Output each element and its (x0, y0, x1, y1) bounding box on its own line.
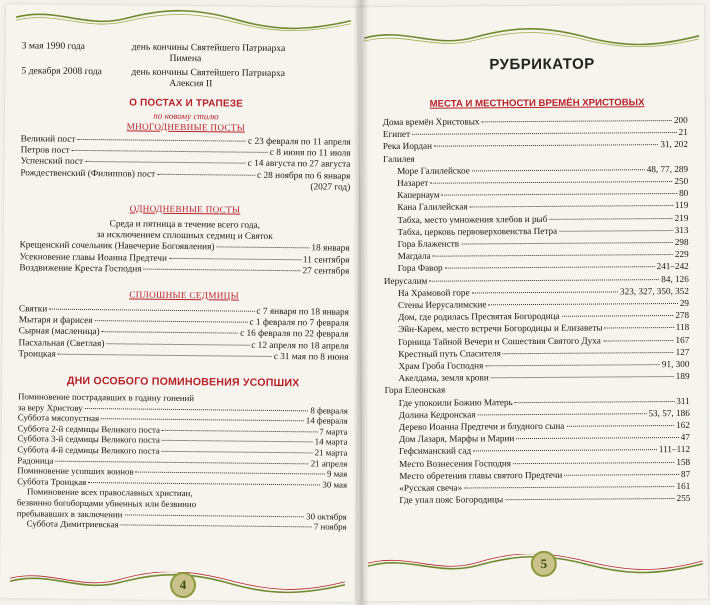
list-item: Суббота 2-й седмицы Великого поста 7 марта (17, 423, 348, 437)
list-item: за веру Христову 8 февраля (17, 401, 348, 416)
index-label: На Храмовой горе (397, 287, 470, 298)
index-list (383, 114, 691, 507)
right-page (359, 5, 708, 601)
index-pages: 21 (678, 127, 688, 138)
index-pages: 278 (675, 310, 690, 321)
list-item: Воздвижение Креста Господня 27 сентября (19, 263, 350, 277)
list-item: Святки с 7 января по 18 января (18, 304, 349, 318)
list-item: Суббота Троицкая 30 мая (17, 476, 348, 490)
event-line: день кончины Святейшего Патриарха (131, 41, 286, 55)
index-label: Кана Галилейская (397, 201, 468, 213)
list-item: Усекновение главы Иоанна Предтечи 11 сентября (19, 251, 350, 266)
list-item: Суббота Димитриевская 7 ноября (26, 518, 347, 532)
index-pages: 229 (674, 249, 689, 260)
index-pages: 167 (675, 334, 690, 345)
index-label: Море Галилейское (397, 165, 470, 176)
list-item: Троицкая с 31 мая по 8 июня (18, 349, 349, 363)
index-label: Место обретения главы святого Предтечи (399, 469, 563, 481)
solid-weeks-list (18, 304, 349, 363)
top-ornament (16, 6, 351, 32)
list-item: Рождественский (Филиппов) пост с 28 ноября по 6 января (20, 167, 351, 182)
index-pages: 298 (674, 236, 689, 248)
index-entry (384, 285, 689, 299)
index-label: Дом, где родилась Пресвятая Богородица (398, 311, 560, 323)
list-item: Крещенский сочельник (Навечерие Богоявления) 18 января (19, 240, 350, 255)
index-label: Гора Елеонская (384, 385, 446, 396)
index-label: Галилея (382, 153, 415, 164)
date-row (21, 65, 351, 90)
index-label: Горница Тайной Вечери и Сошествия Святого Духа (398, 335, 601, 347)
index-pages: 48, 77, 289 (646, 163, 689, 175)
index-label: Табха, место умножения хлебов и рыб (397, 213, 548, 225)
solid-weeks-title: СПЛОШНЫЕ СЕДМИЦЫ (129, 289, 239, 301)
list-item: Петров пост с 8 июня по 11 июля (20, 145, 351, 159)
list-item: Успенский пост с 14 августа по 27 августа (20, 156, 351, 171)
list-item: Суббота мясопустная 14 февраля (17, 412, 348, 426)
date: 3 мая 1990 года (21, 40, 85, 52)
index-pages: 255 (676, 493, 691, 504)
index-pages: 80 (679, 188, 689, 199)
index-label: Река Иордан (382, 141, 433, 152)
index-label: Капернаум (397, 189, 440, 201)
index-label: Назарет (397, 177, 429, 188)
index-pages: 111–112 (658, 444, 691, 455)
event-line: Пимена (169, 52, 202, 65)
multi-day-list (20, 134, 351, 193)
index-pages: 250 (674, 175, 689, 187)
index-label: Стены Иерусалимские (397, 299, 487, 310)
list-item: Пасхальная (Светлая) с 12 апреля по 18 апреля (18, 337, 349, 352)
index-label: Дом Лазаря, Марфы и Марии (398, 433, 515, 445)
index-label: Эйн-Карем, место встречи Богородицы и Елизаветы (398, 322, 603, 335)
left-page (0, 4, 361, 602)
section-title: О ПОСТАХ И ТРАПЕЗЕ (129, 97, 244, 110)
list-item: пребывавших в заключении 30 октября (16, 507, 347, 522)
index-label: Дома времён Христовых (382, 116, 480, 128)
index-label: Место Вознесения Господня (399, 457, 512, 469)
index-pages: 87 (680, 468, 691, 479)
index-pages: 219 (674, 212, 689, 223)
year-note: (2027 год) (310, 182, 351, 193)
list-item: Суббота 3-й седмицы Великого поста 14 марта (17, 433, 348, 448)
index-entry (385, 492, 690, 506)
index-label: Иерусалим (383, 275, 428, 286)
index-pages: 47 (680, 432, 690, 443)
list-item: Великий пост с 23 февраля по 11 апреля (20, 134, 351, 148)
memorial-list: Поминовение пострадавших в годину гонений за веру Христову 8 февраля Суббота мясопустная 14 февраля Суббота 2-й седмицы Великого поста 7 марта Суббота 3-й седмицы Великого поста 14 марта Суббота 4-й седмицы Великого поста 21 марта Радоница 21 апреля Поминовение усопших воинов 9 мая Суббота Троицкая 30 мая Поминовение всех православных христиан, безвинно богоборцами убиенных или безвинно пребывавших в заключении 30 октября Суббота Димитриевская 7 ноября (16, 391, 348, 532)
index-label: Храм Гроба Господня (398, 360, 484, 372)
index-label: Где упал пояс Богородицы (399, 494, 504, 506)
index-label: «Русская свеча» (399, 482, 463, 494)
index-label: Гефсиманский сад (398, 445, 472, 457)
fasts-section (17, 96, 352, 532)
page-number: 5 (531, 551, 557, 577)
index-label: Где упокоили Божию Матерь (398, 396, 513, 408)
index-pages: 241–242 (656, 261, 689, 272)
list-item: Сырная (масленица) с 16 февраля по 22 февраля (18, 326, 349, 341)
list-item: Мытаря и фарисея с 1 февраля по 7 февраля (18, 315, 349, 329)
index-label: Дерево Иоанна Предтечи и блудного сына (398, 420, 565, 433)
list-item: Радоница 21 апреля (17, 454, 348, 469)
index-pages: 84, 126 (661, 273, 689, 284)
index-pages: 311 (676, 395, 690, 406)
page-title: РУБРИКАТОР (489, 55, 595, 74)
list-item: Поминовение усопших воинов 9 мая (17, 465, 348, 479)
index-pages: 158 (676, 456, 691, 467)
index-label: Гора Блаженств (397, 238, 460, 249)
index-label: Магдала (397, 250, 431, 262)
index-pages: 29 (679, 297, 690, 309)
list-item: Суббота 4-й седмицы Великого поста 21 марта (17, 444, 348, 458)
index-pages: 161 (676, 481, 691, 492)
event-line: Алексия II (169, 77, 213, 90)
section-title: МЕСТА И МЕСТНОСТИ ВРЕМЁН ХРИСТОВЫХ (429, 97, 645, 110)
index-pages: 323, 327, 350, 352 (619, 285, 689, 297)
book-gutter (353, 0, 369, 605)
index-pages: 119 (674, 200, 689, 211)
page-number: 4 (170, 572, 196, 598)
index-label: Акелдама, земля крови (398, 372, 489, 384)
index-label: Египет (382, 129, 411, 140)
index-pages: 118 (675, 322, 690, 333)
multi-day-title: МНОГОДНЕВНЫЕ ПОСТЫ (126, 121, 246, 133)
index-pages: 31, 202 (660, 139, 688, 150)
one-day-list (19, 241, 349, 278)
event-line: день кончины Святейшего Патриарха (131, 66, 286, 80)
one-day-intro: Среда и пятница в течение всего года, за исключением сплошных седмиц и Святок (96, 219, 273, 243)
index-pages: 200 (673, 114, 688, 126)
date: 5 декабря 2008 года (21, 65, 103, 78)
date-row (22, 40, 352, 65)
section-subtitle: по новому стилю (153, 110, 219, 122)
one-day-title: ОДНОДНЕВНЫЕ ПОСТЫ (129, 203, 241, 215)
top-ornament (364, 25, 699, 49)
patriarch-dates (21, 40, 352, 93)
index-pages: 53, 57, 186 (648, 407, 690, 419)
index-pages: 313 (674, 224, 689, 235)
memorial-title: ДНИ ОСОБОГО ПОМИНОВЕНИЯ УСОПШИХ (66, 374, 300, 390)
index-pages: 127 (675, 346, 690, 357)
index-pages: 91, 300 (661, 358, 690, 370)
index-label: Гора Фавор (397, 263, 443, 274)
index-pages: 189 (675, 371, 690, 382)
index-pages: 162 (676, 419, 690, 431)
index-label: Табха, церковь первоверховенства Петра (397, 225, 558, 237)
index-label: Долина Кедронская (398, 409, 476, 420)
index-label: Крестный путь Спасителя (398, 348, 501, 359)
